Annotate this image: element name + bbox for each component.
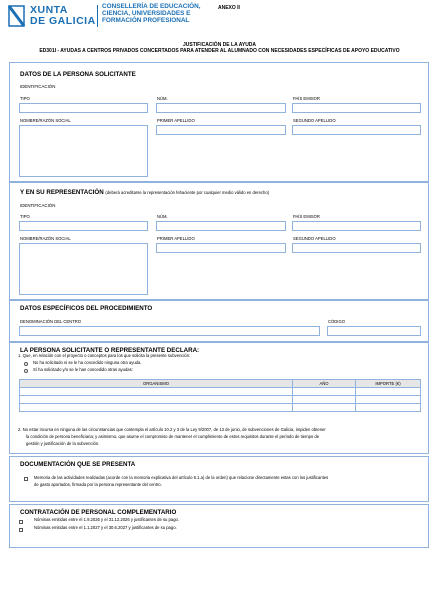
memoria-label-line1: Memoria de las actividades realizadas (acorde con la memoria explicativa del artículo 6.1.a) de la orden) que relacione directamente estas con los justificantes <box>34 475 329 480</box>
tipo-label: TIPO <box>20 96 30 101</box>
declara-item-2-line1: 2. No estar incursa en ninguna de las circunstancias que contempla el artículo 10.2 y 3 de la Ley 9/2007, de 13 de junio, de subvenciones de Galicia, impiden obtener <box>18 427 326 432</box>
tipo-field[interactable] <box>19 221 148 231</box>
section-title: DATOS ESPECÍFICOS DEL PROCEDIMIENTO <box>20 305 153 312</box>
section-documentacion <box>9 456 429 502</box>
pais-label: PAÍS EMISOR <box>293 96 320 101</box>
segundo-apellido-field[interactable] <box>292 243 421 253</box>
organismo-cell[interactable] <box>20 404 293 412</box>
col-importe: IMPORTE (€) <box>356 380 421 388</box>
brand-galicia: DE GALICIA <box>30 15 96 27</box>
organismo-cell[interactable] <box>20 388 293 396</box>
segundo-apellido-label: SEGUNDO APELLIDO <box>293 236 336 241</box>
memoria-label-line2: de gasto aportados, firmada por la persona representante del centro. <box>34 482 162 487</box>
col-ano: AÑO <box>293 380 356 388</box>
primer-apellido-label: PRIMER APELLIDO <box>157 236 195 241</box>
identificacion-label: IDENTIFICACIÓN <box>20 203 56 208</box>
organismo-cell[interactable] <box>20 396 293 404</box>
num-field[interactable] <box>156 221 286 231</box>
section-solicitante <box>9 62 429 182</box>
codigo-field[interactable] <box>327 326 421 336</box>
section-declara <box>9 342 429 454</box>
ano-cell[interactable] <box>293 396 356 404</box>
nominas-2027-checkbox[interactable] <box>19 528 23 532</box>
section-title: CONTRATACIÓN DE PERSONAL COMPLEMENTARIO <box>20 509 177 516</box>
pais-field[interactable] <box>292 221 421 231</box>
document-subtitle: ED301I - AYUDAS A CENTROS PRIVADOS CONCERTADOS PARA ATENDER AL ALUMNADO CON NECESIDADES ESPECÍFICAS DE APOYO EDUCATIVO <box>39 48 400 54</box>
nominas-2026-checkbox[interactable] <box>19 520 23 524</box>
declara-item-1: 1. Que, en relación con el proyecto o conceptos para los que solicita la presente subvención: <box>18 353 191 358</box>
document-title: JUSTIFICACIÓN DE LA AYUDA <box>182 42 257 48</box>
nombre-field[interactable] <box>19 243 148 295</box>
radio-si-ayuda[interactable] <box>24 369 28 373</box>
table-row <box>20 388 421 396</box>
nominas-2027-label: Nóminas emitidas entre el 1.1.2027 y el 30.6.2027 y justificantes de su pago. <box>34 525 177 530</box>
section-title: LA PERSONA SOLICITANTE O REPRESENTANTE DECLARA: <box>20 347 200 354</box>
codigo-label: CÓDIGO <box>328 319 345 324</box>
brand-xunta: XUNTA <box>30 4 68 16</box>
memoria-checkbox[interactable] <box>24 477 28 481</box>
segundo-apellido-field[interactable] <box>292 125 421 135</box>
declara-item-2-line2: la condición de persona beneficiaria; y asimismo, que asume el compromiso de mantener el cumplimiento de estos requisitos durante el período de tiempo de <box>26 434 320 439</box>
denominacion-field[interactable] <box>19 326 320 336</box>
importe-cell[interactable] <box>356 388 421 396</box>
declara-item-2-line3: gestión y justificación de la subvención. <box>26 441 100 446</box>
ano-cell[interactable] <box>293 388 356 396</box>
table-row <box>20 396 421 404</box>
header-divider <box>97 5 98 27</box>
section-title: DOCUMENTACIÓN QUE SE PRESENTA <box>20 461 136 468</box>
ayudas-table <box>19 379 421 412</box>
num-field[interactable] <box>156 103 286 113</box>
col-organismo: ORGANISMO <box>20 380 293 388</box>
segundo-apellido-label: SEGUNDO APELLIDO <box>293 118 336 123</box>
primer-apellido-label: PRIMER APELLIDO <box>157 118 195 123</box>
conselleria-name: CONSELLERÍA DE EDUCACIÓN, CIENCIA, UNIVERSIDADES E FORMACIÓN PROFESIONAL <box>102 3 201 24</box>
anexo-label: ANEXO II <box>218 5 240 11</box>
section-title: Y EN SU REPRESENTACIÓN (deberá acreditarse la representación fehaciente por cualquier medio válido en derecho) <box>20 189 270 196</box>
section-procedimiento <box>9 300 429 342</box>
pais-label: PAÍS EMISOR <box>293 214 320 219</box>
tipo-label: TIPO <box>20 214 30 219</box>
importe-cell[interactable] <box>356 404 421 412</box>
nombre-label: NOMBRE/RAZÓN SOCIAL <box>20 118 71 123</box>
num-label: NÚM. <box>157 214 168 219</box>
section-representacion <box>9 182 429 300</box>
identificacion-label: IDENTIFICACIÓN <box>20 84 56 89</box>
table-row <box>20 404 421 412</box>
section-title: DATOS DE LA PERSONA SOLICITANTE <box>20 71 136 78</box>
tipo-field[interactable] <box>19 103 148 113</box>
pais-field[interactable] <box>292 103 421 113</box>
opt-no-ayuda-label: No ha solicitado ni se le ha concedido ninguna otra ayuda. <box>33 360 142 365</box>
ano-cell[interactable] <box>293 404 356 412</box>
importe-cell[interactable] <box>356 396 421 404</box>
nombre-field[interactable] <box>19 125 148 177</box>
nombre-label: NOMBRE/RAZÓN SOCIAL <box>20 236 71 241</box>
xunta-logo-icon <box>8 5 25 27</box>
radio-no-ayuda[interactable] <box>24 362 28 366</box>
num-label: NÚM. <box>157 96 168 101</box>
primer-apellido-field[interactable] <box>156 125 286 135</box>
opt-si-ayuda-label: Sí ha solicitado y/o se le han concedido otras ayudas: <box>33 367 133 372</box>
nominas-2026-label: Nóminas emitidas entre el 1.9.2026 y el 31.12.2026 y justificantes de su pago. <box>34 517 180 522</box>
section-contratacion <box>9 504 429 548</box>
denominacion-label: DENOMINACIÓN DEL CENTRO <box>20 319 82 324</box>
primer-apellido-field[interactable] <box>156 243 286 253</box>
